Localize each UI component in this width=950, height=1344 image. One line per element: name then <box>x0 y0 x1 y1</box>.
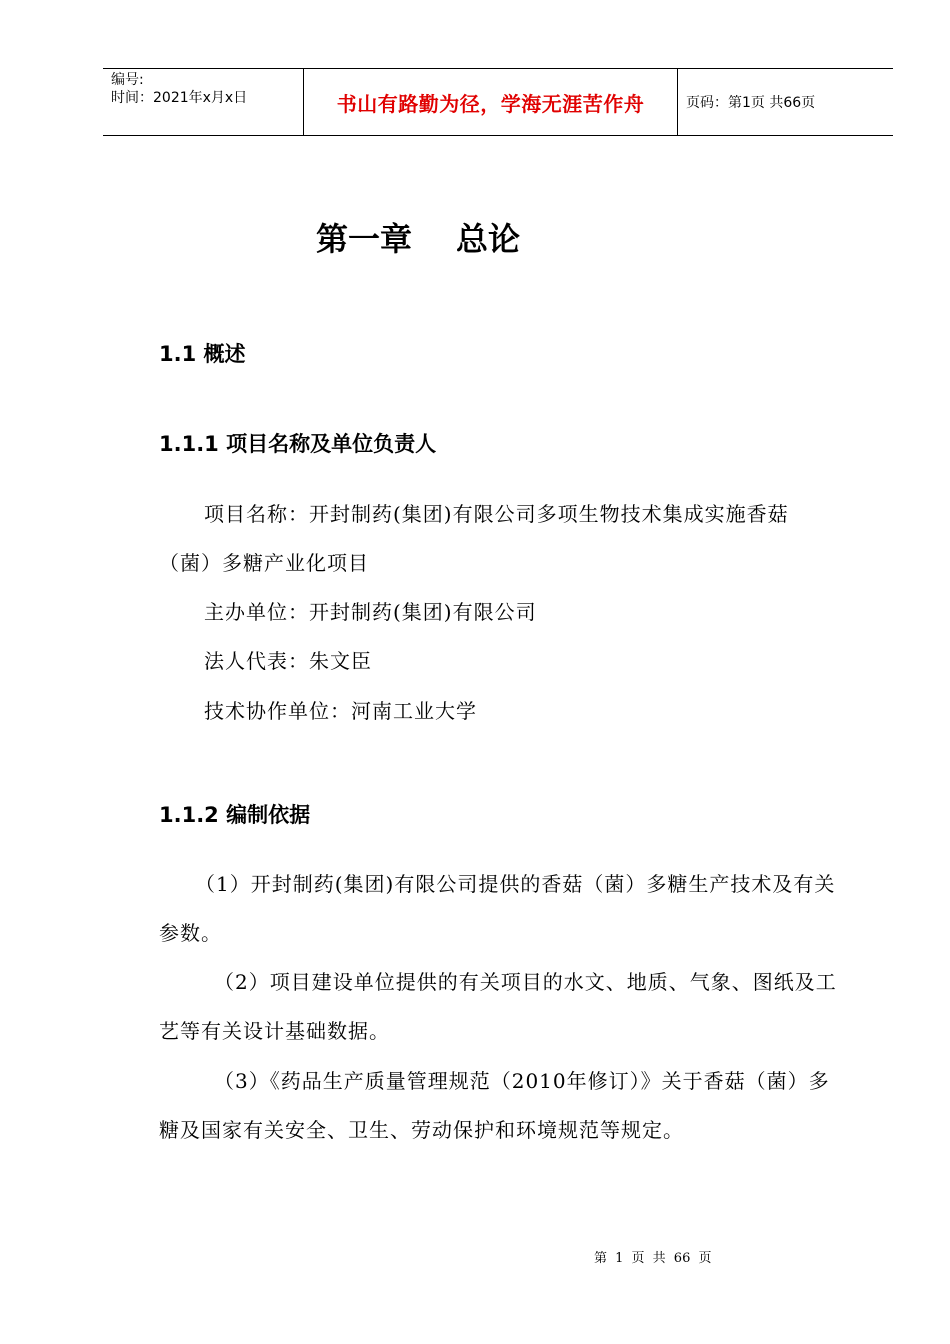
sponsor-paragraph: 主办单位：开封制药(集团)有限公司 <box>204 600 537 624</box>
basis-item-1: （1）开封制药(集团)有限公司提供的香菇（菌）多糖生产技术及有关参数。 <box>159 872 836 945</box>
page-info: 页码：第1页 共66页 <box>686 95 816 111</box>
section-heading-1-1-1: 1.1.1 项目名称及单位负责人 <box>159 432 437 456</box>
header-meta-cell <box>103 69 304 135</box>
chapter-name: 总论 <box>456 220 521 258</box>
time-label: 时间：2021年x月x日 <box>111 90 248 106</box>
section-heading-1-1: 1.1 概述 <box>159 342 246 366</box>
basis-item-3: （3）《药品生产质量管理规范（2010年修订）》关于香菇（菌）多糖及国家有关安全、卫生、劳动保护和环境规范等规定。 <box>159 1069 830 1142</box>
motto-text: 书山有路勤为径，学海无涯苦作舟 <box>336 91 645 116</box>
section-heading-1-1-2: 1.1.2 编制依据 <box>159 803 311 827</box>
chapter-number: 第一章 <box>316 220 413 258</box>
document-header <box>103 68 893 136</box>
project-name-paragraph: 项目名称：开封制药(集团)有限公司多项生物技术集成实施香菇（菌）多糖产业化项目 <box>159 502 789 575</box>
basis-item-2: （2）项目建设单位提供的有关项目的水文、地质、气象、图纸及工艺等有关设计基础数据。 <box>159 970 837 1043</box>
tech-partner-paragraph: 技术协作单位：河南工业大学 <box>204 699 477 723</box>
header-motto-cell <box>304 69 678 135</box>
chapter-title <box>0 214 950 260</box>
serial-label: 编号: <box>111 72 144 88</box>
legal-rep-paragraph: 法人代表：朱文臣 <box>204 649 372 673</box>
header-page-cell <box>678 69 893 135</box>
page-footer: 第 1 页 共 66 页 <box>594 1251 712 1266</box>
